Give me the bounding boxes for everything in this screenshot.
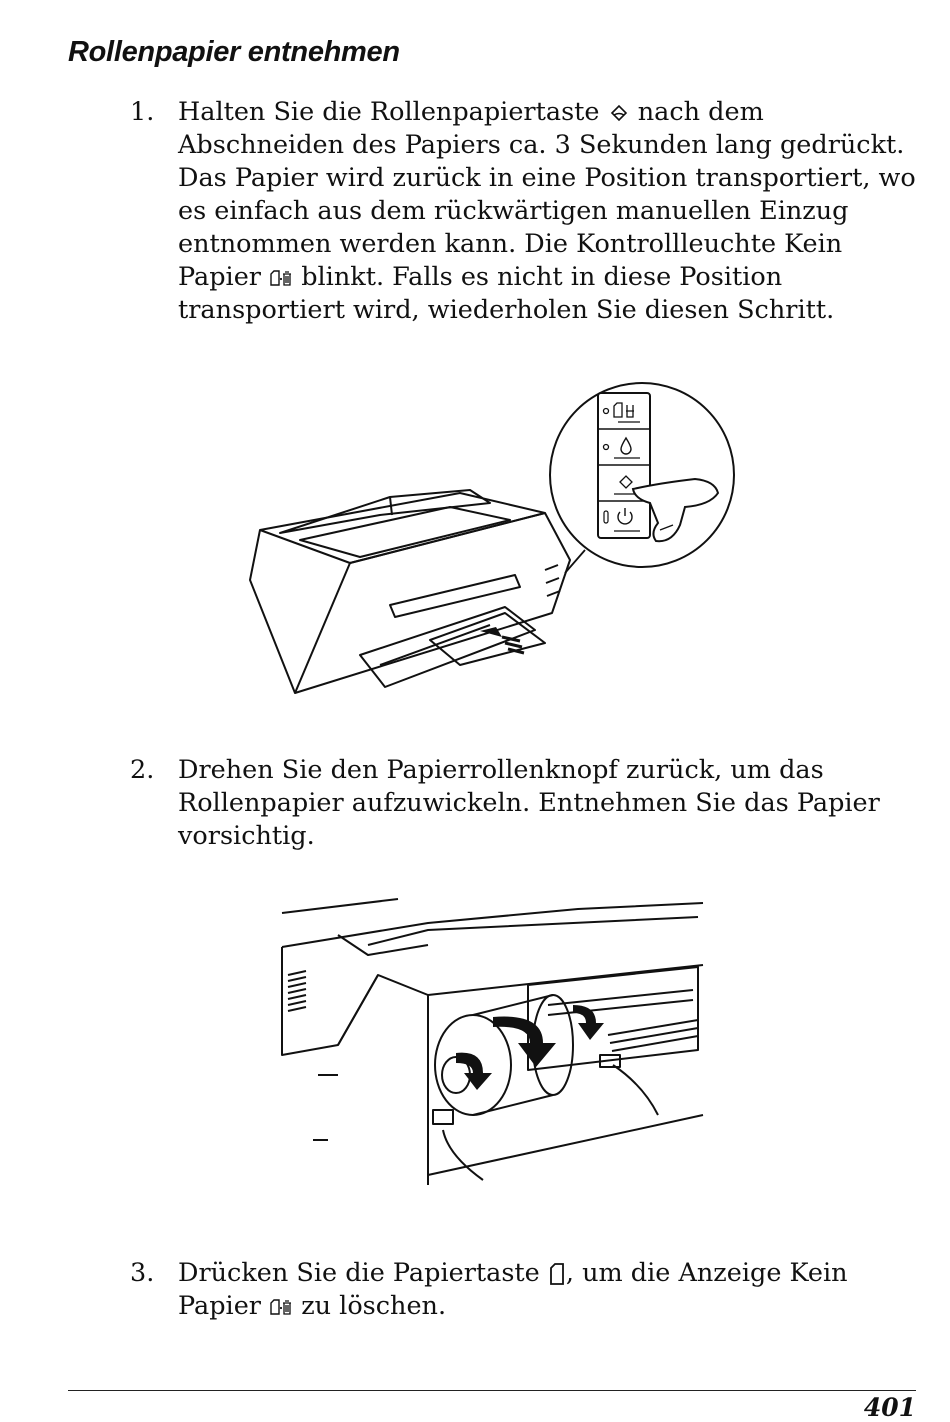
paper-button-icon [548, 1262, 566, 1286]
step-2-number: 2. [130, 755, 155, 785]
roll-paper-button-icon [608, 103, 630, 123]
step-3-number: 3. [130, 1258, 155, 1288]
step-1-number: 1. [130, 97, 155, 127]
printer-front-illustration [240, 375, 740, 705]
section-title: Rollenpapier entnehmen [68, 36, 400, 68]
footer-divider [68, 1390, 916, 1391]
paper-out-light-icon [269, 1298, 293, 1316]
step-3-text: Drücken Sie die Papiertaste , um die Anzeige Kein Papier zu löschen. [178, 1258, 848, 1321]
roll-paper-holder-illustration [278, 895, 708, 1185]
page-number: 401 [863, 1393, 916, 1422]
step-2-text: Drehen Sie den Papierrollenknopf zurück, um das Rollenpapier aufzuwickeln. Entnehmen Sie das Papier vorsichtig. [178, 755, 880, 851]
step-1-text: Halten Sie die Rollenpapiertaste nach dem Abschneiden des Papiers ca. 3 Sekunden lang gedrückt. Das Papier wird zurück in eine Position transportiert, wo es einfach aus dem rückwärtigen manuellen Einzug entnommen werden kann. Die Kontrollleuchte Kein Papier blinkt. Falls es nicht in diese Position transportiert wird, wiederholen Sie diesen Schritt. [178, 97, 916, 325]
paper-out-light-icon [269, 269, 293, 287]
